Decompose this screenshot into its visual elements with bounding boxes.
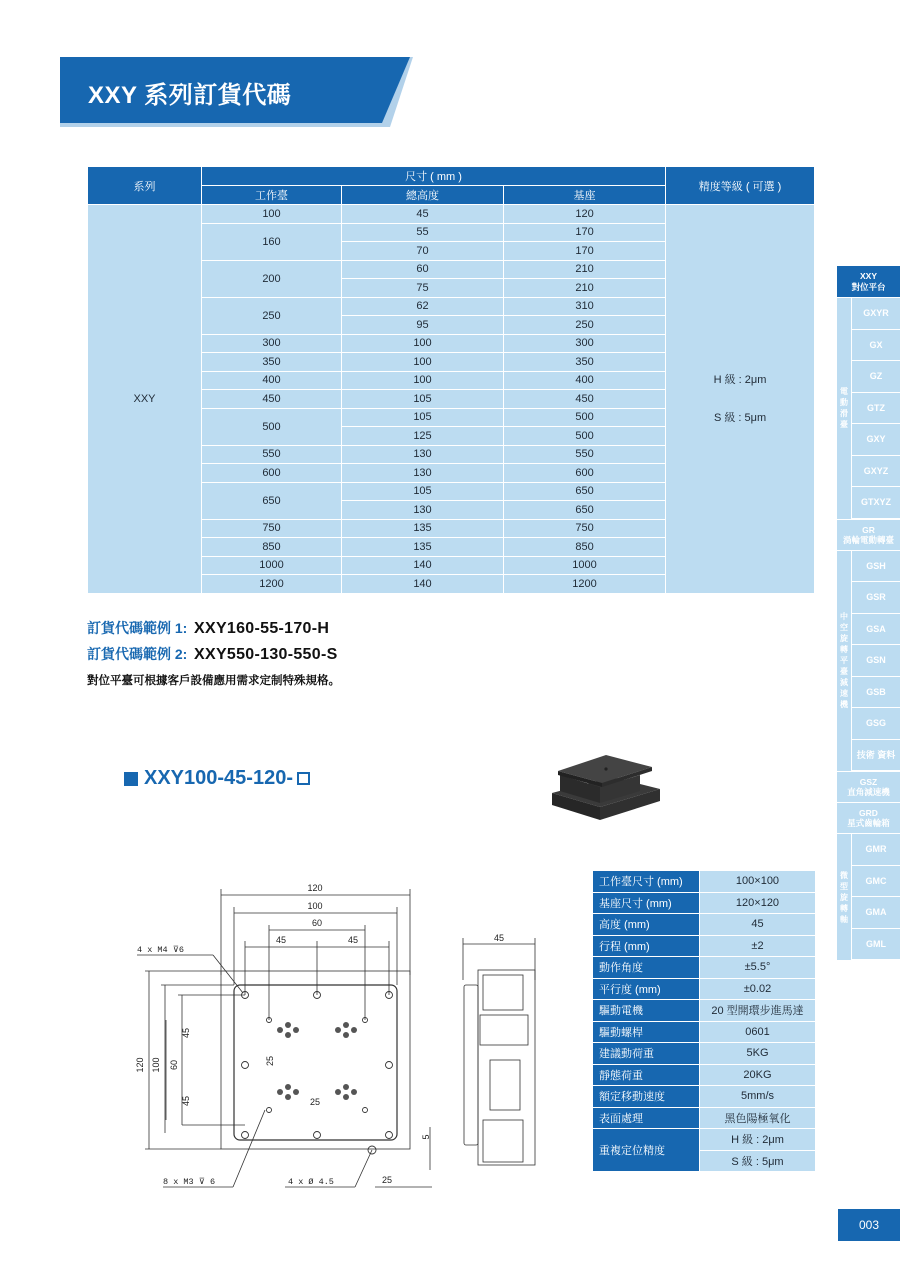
nav-item-grd[interactable] [837, 802, 900, 833]
spec-row [593, 1021, 816, 1043]
worktable-cell: 450 [202, 390, 342, 409]
spec-value: 5KG [700, 1043, 816, 1065]
spec-key: 平行度 (mm) [593, 978, 700, 1000]
spec-key: 驅動螺桿 [593, 1021, 700, 1043]
spec-value-repeatability: S 級 : 5μm [700, 1150, 816, 1172]
dim-inner-25-horizontal: 25 [309, 1097, 321, 1107]
base-cell: 500 [504, 427, 666, 446]
model-title [124, 767, 310, 790]
dim-inner-25-vertical: 25 [265, 1055, 275, 1067]
base-cell: 450 [504, 390, 666, 409]
worktable-cell: 400 [202, 371, 342, 390]
dim-left-60: 60 [169, 1059, 179, 1071]
height-cell: 100 [342, 353, 504, 372]
spec-row [593, 1043, 816, 1065]
spec-key: 額定移動速度 [593, 1086, 700, 1108]
spec-key: 表面處理 [593, 1107, 700, 1129]
spec-key: 基座尺寸 (mm) [593, 892, 700, 914]
dim-top-120: 120 [307, 883, 323, 893]
nav-group-char: 滑 [840, 409, 848, 419]
base-cell: 250 [504, 316, 666, 335]
spec-key: 動作角度 [593, 957, 700, 979]
spec-row [593, 1064, 816, 1086]
callout-hole: 4 x Ø 4.5 [288, 1177, 334, 1187]
worktable-cell: 600 [202, 464, 342, 483]
order-examples [87, 618, 340, 688]
spec-row [593, 1107, 816, 1129]
height-cell: 45 [342, 205, 504, 224]
side-navigation [837, 266, 900, 960]
spec-row [593, 914, 816, 936]
height-cell: 62 [342, 297, 504, 316]
base-cell: 850 [504, 538, 666, 557]
base-cell: 750 [504, 519, 666, 538]
height-cell: 75 [342, 279, 504, 298]
worktable-cell: 750 [202, 519, 342, 538]
height-cell: 55 [342, 223, 504, 242]
base-cell: 170 [504, 223, 666, 242]
precision-value: S 級 : 5μm [713, 411, 767, 424]
spec-value-repeatability: H 級 : 2μm [700, 1129, 816, 1151]
top-view-drawing [125, 875, 455, 1195]
nav-group-electric-slide [837, 297, 900, 519]
nav-group-char: 旋 [840, 892, 848, 902]
nav-item[interactable]: GSA [852, 614, 900, 646]
worktable-cell: 160 [202, 223, 342, 260]
spec-value: 20KG [700, 1064, 816, 1086]
example-1-code: XXY160-55-170-H [194, 620, 330, 637]
nav-grd-label: 星式齒輪箱 [847, 818, 890, 828]
dim-top-60: 60 [311, 918, 323, 928]
nav-group-char: 轉 [840, 903, 848, 913]
nav-item[interactable]: GSG [852, 708, 900, 740]
spec-value: 20 型開環步進馬達 [700, 1000, 816, 1022]
spec-value: 5mm/s [700, 1086, 816, 1108]
height-cell: 100 [342, 334, 504, 353]
side-view-drawing [455, 930, 565, 1175]
title-banner [60, 57, 415, 125]
base-cell: 650 [504, 482, 666, 501]
nav-group-char: 空 [840, 623, 848, 633]
nav-grd-code: GRD [859, 808, 878, 818]
height-cell: 140 [342, 575, 504, 594]
height-cell: 60 [342, 260, 504, 279]
base-cell: 300 [504, 334, 666, 353]
height-cell: 125 [342, 427, 504, 446]
dim-bottom-25: 25 [381, 1175, 393, 1185]
nav-group-label [837, 551, 852, 772]
height-cell: 95 [342, 316, 504, 335]
nav-item[interactable]: GSR [852, 582, 900, 614]
base-cell: 310 [504, 297, 666, 316]
empty-square-icon [297, 772, 310, 785]
dim-top-45b: 45 [347, 935, 359, 945]
nav-item[interactable]: GSH [852, 551, 900, 583]
side-dim-45: 45 [493, 933, 505, 943]
worktable-cell: 1200 [202, 575, 342, 594]
spec-row [593, 1000, 816, 1022]
product-photo [540, 745, 670, 830]
base-cell: 1000 [504, 556, 666, 575]
dim-left-120: 120 [135, 1057, 145, 1073]
nav-group-char: 型 [840, 881, 848, 891]
nav-group-char: 電 [840, 387, 848, 397]
nav-item[interactable]: GTZ [852, 393, 900, 425]
nav-item[interactable]: GTXYZ [852, 487, 900, 519]
nav-item[interactable]: GMA [852, 897, 900, 929]
nav-gsz-label: 直角減速機 [847, 787, 890, 797]
nav-group-label [837, 834, 852, 960]
filled-square-icon [124, 772, 138, 786]
nav-item[interactable]: GX [852, 330, 900, 362]
nav-item[interactable]: GZ [852, 361, 900, 393]
header-dimensions: 尺寸 ( mm ) [202, 167, 666, 186]
base-cell: 400 [504, 371, 666, 390]
worktable-cell: 500 [202, 408, 342, 445]
base-cell: 550 [504, 445, 666, 464]
nav-item[interactable]: GSB [852, 677, 900, 709]
height-cell: 130 [342, 501, 504, 520]
nav-group-char: 微 [840, 870, 848, 880]
height-cell: 135 [342, 519, 504, 538]
height-cell: 135 [342, 538, 504, 557]
nav-group-char: 機 [840, 700, 848, 710]
nav-group-char: 減 [840, 678, 848, 688]
base-cell: 350 [504, 353, 666, 372]
base-cell: 170 [504, 242, 666, 261]
nav-item-gr[interactable] [837, 519, 900, 550]
callout-m3: 8 x M3 ⊽ 6 [163, 1177, 216, 1187]
worktable-cell: 550 [202, 445, 342, 464]
nav-xxy-code: XXY [859, 270, 877, 281]
spec-row [593, 935, 816, 957]
nav-item[interactable]: GMC [852, 866, 900, 898]
nav-item-xxy-active[interactable] [837, 266, 900, 297]
precision-value: H 級 : 2μm [713, 373, 767, 386]
nav-group-char: 旋 [840, 634, 848, 644]
base-cell: 600 [504, 464, 666, 483]
nav-item[interactable]: GXYR [852, 298, 900, 330]
base-cell: 650 [504, 501, 666, 520]
spec-row [593, 1086, 816, 1108]
spec-key: 建議動荷重 [593, 1043, 700, 1065]
nav-group-hollow-rotary [837, 550, 900, 772]
example-1-label: 訂貨代碼範例 1: [87, 620, 188, 636]
spec-table [592, 870, 816, 1172]
worktable-cell: 350 [202, 353, 342, 372]
nav-item[interactable]: 技術 資料 [852, 740, 900, 772]
base-cell: 210 [504, 260, 666, 279]
nav-group-char: 中 [840, 612, 848, 622]
header-series: 系列 [88, 167, 202, 205]
spec-row [593, 892, 816, 914]
series-cell: XXY [88, 205, 202, 594]
spec-value: 45 [700, 914, 816, 936]
example-2-label: 訂貨代碼範例 2: [87, 646, 188, 662]
spec-key: 行程 (mm) [593, 935, 700, 957]
height-cell: 100 [342, 371, 504, 390]
base-cell: 120 [504, 205, 666, 224]
spec-key: 高度 (mm) [593, 914, 700, 936]
spec-value: ±5.5° [700, 957, 816, 979]
height-cell: 105 [342, 482, 504, 501]
nav-item[interactable]: GSN [852, 645, 900, 677]
dim-left-100: 100 [151, 1057, 161, 1073]
base-cell: 1200 [504, 575, 666, 594]
nav-group-char: 臺 [840, 667, 848, 677]
header-precision: 精度等級 ( 可選 ) [666, 167, 815, 205]
height-cell: 70 [342, 242, 504, 261]
spec-value: ±2 [700, 935, 816, 957]
base-cell: 210 [504, 279, 666, 298]
nav-group-char: 平 [840, 656, 848, 666]
worktable-cell: 200 [202, 260, 342, 297]
worktable-cell: 250 [202, 297, 342, 334]
nav-group-char: 臺 [840, 420, 848, 430]
height-cell: 130 [342, 464, 504, 483]
base-cell: 500 [504, 408, 666, 427]
spec-value: 黑色陽極氧化 [700, 1107, 816, 1129]
spec-row [593, 978, 816, 1000]
nav-gr-code: GR [862, 524, 875, 535]
table-row [88, 205, 815, 224]
height-cell: 140 [342, 556, 504, 575]
spec-key-repeatability: 重複定位精度 [593, 1129, 700, 1172]
dim-top-100: 100 [307, 901, 323, 911]
nav-item[interactable]: GMR [852, 834, 900, 866]
nav-group-char: 速 [840, 689, 848, 699]
nav-group-char: 動 [840, 398, 848, 408]
dim-top-45a: 45 [275, 935, 287, 945]
spec-row [593, 957, 816, 979]
example-2-code: XXY550-130-550-S [194, 646, 338, 663]
customization-note: 對位平臺可根據客戶設備應用需求定制特殊規格。 [87, 675, 340, 687]
nav-gsz-code: GSZ [859, 777, 878, 787]
height-cell: 130 [342, 445, 504, 464]
nav-group-micro-rotary [837, 833, 900, 960]
page-number: 003 [838, 1209, 900, 1241]
nav-item[interactable]: GXY [852, 424, 900, 456]
spec-key: 工作臺尺寸 (mm) [593, 871, 700, 893]
nav-item-gsz[interactable] [837, 771, 900, 802]
header-total-height: 總高度 [342, 186, 504, 205]
model-code: XXY100-45-120- [144, 767, 293, 789]
spec-key: 驅動電機 [593, 1000, 700, 1022]
worktable-cell: 850 [202, 538, 342, 557]
worktable-cell: 650 [202, 482, 342, 519]
spec-row [593, 1129, 816, 1151]
order-code-table [87, 166, 815, 594]
spec-value: ±0.02 [700, 978, 816, 1000]
header-worktable: 工作臺 [202, 186, 342, 205]
worktable-cell: 1000 [202, 556, 342, 575]
nav-xxy-label: 對位平台 [851, 281, 886, 292]
height-cell: 105 [342, 390, 504, 409]
height-cell: 105 [342, 408, 504, 427]
header-base: 基座 [504, 186, 666, 205]
page-title: XXY 系列訂貨代碼 [88, 82, 292, 109]
spec-key: 靜態荷重 [593, 1064, 700, 1086]
nav-gr-label: 渦輪電動轉臺 [842, 534, 894, 545]
spec-row [593, 871, 816, 893]
worktable-cell: 100 [202, 205, 342, 224]
precision-cell [666, 205, 815, 594]
spec-value: 120×120 [700, 892, 816, 914]
callout-m4: 4 x M4 ⊽6 [137, 945, 185, 955]
worktable-cell: 300 [202, 334, 342, 353]
nav-group-label [837, 298, 852, 519]
nav-item[interactable]: GXYZ [852, 456, 900, 488]
nav-item[interactable]: GML [852, 929, 900, 961]
dim-left-45a: 45 [181, 1027, 191, 1039]
spec-value: 100×100 [700, 871, 816, 893]
nav-group-char: 軸 [840, 914, 848, 924]
nav-group-char: 轉 [840, 645, 848, 655]
spec-value: 0601 [700, 1021, 816, 1043]
dim-left-45b: 45 [181, 1095, 191, 1107]
dim-right-5: 5 [421, 1134, 431, 1140]
